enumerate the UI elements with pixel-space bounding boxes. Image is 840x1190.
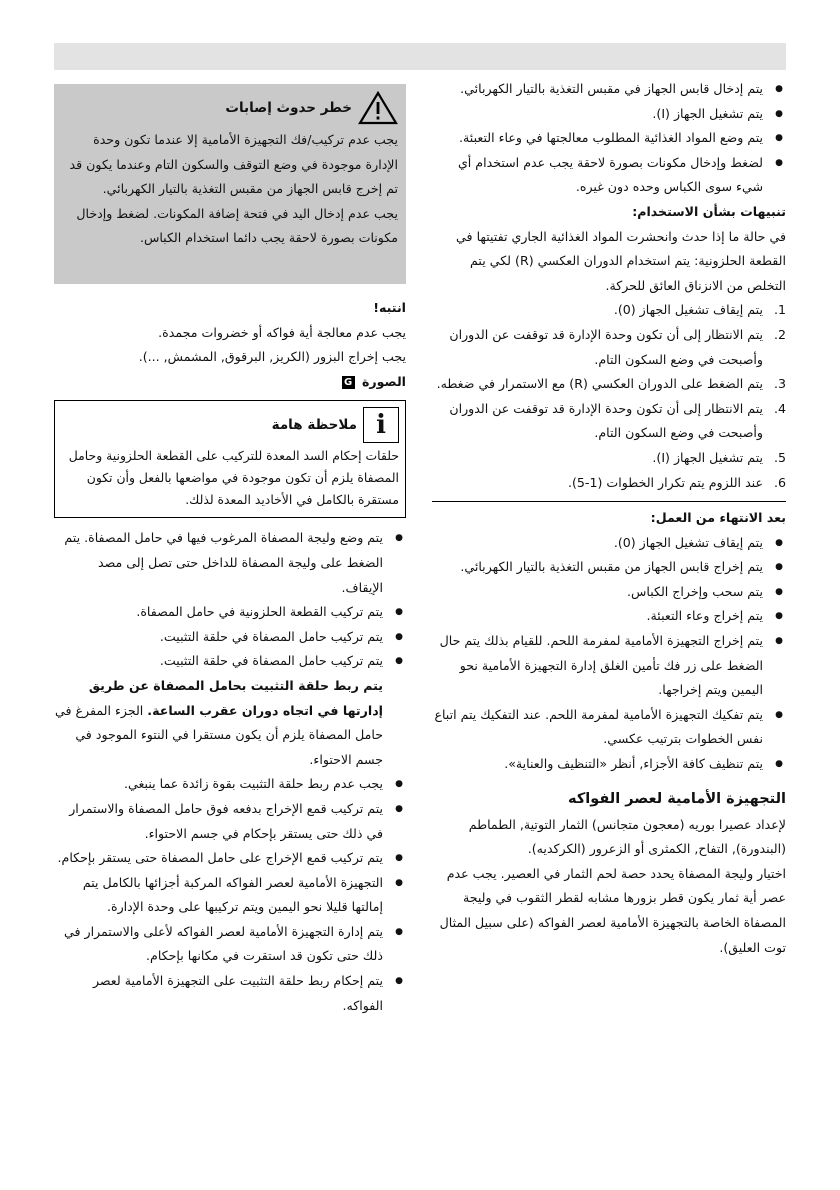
- attention-title: انتبه!: [373, 300, 406, 315]
- list-item: 3. يتم الضغط على الدوران العكسي (R) مع الاستمرار في ضغطه.: [436, 376, 786, 392]
- list-item: ● يتم تفكيك التجهيزة الأمامية لمفرمة اللحم. عند التفكيك يتم اتباع نفس الخطوات بترتيب عكسي.: [432, 703, 786, 752]
- divider: [432, 501, 786, 502]
- list-item: 4. يتم الانتظار إلى أن تكون وحدة الإدارة قد توقفت عن الدوران وأصبحت في وضع السكون التام.: [449, 400, 786, 441]
- list-item: ● يتم تركيب القطعة الحلزونية في حامل المصفاة.: [54, 600, 406, 625]
- juicer-text: اختيار وليجة المصفاة يحدد حصة لحم الثمار في العصير. يجب عدم عصر أية ثمار يكون قطر بزورها مشابه لقطر الثقوب في وليجة المصفاة الخاصة بالتجهيزة الأمامية لعصر الفواكه (على سبيل المثال توت العليق).: [439, 865, 786, 955]
- list-item: ● يتم تركيب حامل المصفاة في حلقة التثبيت.: [54, 625, 406, 650]
- list-item: ● لضغط وإدخال مكونات بصورة لاحقة يجب عدم استخدام أي شيء سوى الكباس وحده دون غيره.: [432, 151, 786, 200]
- list-item: ● يتم إدارة التجهيزة الأمامية لعصر الفواكه لأعلى والاستمرار في ذلك حتى تكون قد استقرت في مكانها بإحكام.: [54, 920, 406, 969]
- right-column: [432, 77, 786, 960]
- start-bullets: [432, 77, 786, 200]
- list-item: ● التجهيزة الأمامية لعصر الفواكه المركبة أجزائها بالكامل يتم إمالتها قليلا نحو اليمين ويتم تركيبها على وحدة الإدارة.: [54, 871, 406, 920]
- list-item: ● يتم إدخال قابس الجهاز في مقبس التغذية بالتيار الكهربائي.: [432, 77, 786, 102]
- list-item: ● يتم سحب وإخراج الكباس.: [432, 580, 786, 605]
- note-box: [54, 400, 406, 518]
- steps-list: [432, 298, 786, 495]
- usage-text: في حالة ما إذا حدث وانحشرت المواد الغذائية الجاري تفتيتها في القطعة الحلزونية: يتم استخدام الدوران العكسي (R) لكي يتم التخلص من الانزناق العائق للحركة.: [456, 228, 786, 293]
- figure-label: الصورة: [361, 373, 406, 389]
- locking-instruction-rest: الجزء المفرغ في حامل المصفاة يلزم أن يكون مستقرا في النتوء الموجود في جسم الاحتواء.: [54, 702, 383, 767]
- list-item: 6. عند اللزوم يتم تكرار الخطوات (1-5).: [567, 474, 786, 490]
- locking-instruction: [54, 674, 406, 772]
- warning-triangle-icon: [358, 90, 398, 126]
- warning-text-2: يجب عدم إدخال اليد في فتحة إضافة المكونات. لضغط وإدخال مكونات بصورة لاحقة يجب دائما استخدام الكباس.: [76, 205, 398, 246]
- list-item: 5. يتم تشغيل الجهاز (I).: [652, 449, 786, 465]
- after-title: بعد الانتهاء من العمل:: [650, 510, 786, 526]
- warning-text: يجب عدم تركيب/فك التجهيزة الأمامية إلا عندما تكون وحدة الإدارة موجودة في وضع التوقف والسكون التام وعندما يكون قد تم إخرج قابس الجهاز من مقبس التغذية بالتيار الكهربائي.: [69, 132, 398, 197]
- list-item: ● يتم إحكام ربط حلقة التثبيت على التجهيزة الأمامية لعصر الفواكه.: [54, 969, 406, 1018]
- note-title: ملاحظة هامة: [271, 417, 357, 434]
- list-item: ● يتم تركيب قمع الإخراج بدفعه فوق حامل المصفاة والاستمرار في ذلك حتى يستقر بإحكام في جسم الاحتواء.: [54, 797, 406, 846]
- figure-reference: [54, 370, 406, 395]
- after-bullets: [432, 531, 786, 777]
- list-item: ● يجب عدم ربط حلقة التثبيت بقوة زائدة عما ينبغي.: [54, 772, 406, 797]
- list-item: 2. يتم الانتظار إلى أن تكون وحدة الإدارة قد توقفت عن الدوران وأصبحت في وضع السكون التام.: [449, 326, 786, 367]
- list-item: ● يتم وضع وليجة المصفاة المرغوب فيها في حامل المصفاة. يتم الضغط على وليجة المصفاة للداخل حتى تصل إلى مصد الإيقاف.: [54, 526, 406, 600]
- note-text: حلقات إحكام السد المعدة للتركيب على القطعة الحلزونية وحامل المصفاة يلزم أن تكون موجودة في مواضعها بالفعل وأن تكون مستقرة بالكامل في الأخاديد المعدة لذلك.: [68, 448, 399, 508]
- list-item: ● يتم تركيب حامل المصفاة في حلقة التثبيت.: [54, 649, 406, 674]
- juicer-intro: لإعداد عصيرا بوريه (معجون متجانس) الثمار التوتية, الطماطم (البندورة), التفاح, الكمثرى أو الزعرور (الكركديه).: [468, 816, 786, 857]
- list-item: ● يتم تنظيف كافة الأجزاء, أنظر «التنظيف والعناية».: [432, 752, 786, 777]
- list-item: 1. يتم إيقاف تشغيل الجهاز (0).: [613, 302, 786, 318]
- list-item: ● يتم تشغيل الجهاز (I).: [432, 102, 786, 127]
- locking-instruction-strong: يتم ربط حلقة التثبيت بحامل المصفاة عن طريق إدارتها في اتجاه دوران عقرب الساعة.: [88, 677, 383, 718]
- attention-line: يجب عدم معالجة أية فواكه أو خضروات مجمدة.: [158, 324, 406, 340]
- list-item: ● يتم إيقاف تشغيل الجهاز (0).: [432, 531, 786, 556]
- assembly-bullets: [54, 526, 406, 674]
- juicer-title: التجهيزة الأمامية لعصر الفواكه: [568, 790, 786, 807]
- warning-box: [54, 84, 406, 284]
- usage-title: تنبيهات بشأن الاستخدام:: [632, 203, 786, 219]
- left-column: [54, 84, 406, 1018]
- info-icon: i: [363, 407, 399, 443]
- figure-letter-badge: G: [342, 376, 355, 389]
- warning-title: خطر حدوث إصابات: [225, 99, 352, 116]
- assembly-bullets-2: [54, 772, 406, 1018]
- list-item: ● يتم إخراج وعاء التعبئة.: [432, 604, 786, 629]
- list-item: ● يتم تركيب قمع الإخراج على حامل المصفاة حتى يستقر بإحكام.: [54, 846, 406, 871]
- list-item: ● يتم وضع المواد الغذائية المطلوب معالجتها في وعاء التعبئة.: [432, 126, 786, 151]
- attention-line: يجب إخراج البزور (الكريز, البرقوق, المشمش, ...).: [138, 349, 406, 365]
- list-item: ● يتم إخراج التجهيزة الأمامية لمفرمة اللحم. للقيام بذلك يتم حال الضغط على زر فك تأمين الغلق إدارة التجهيزة الأمامية نحو اليمين ويتم إخراجها.: [432, 629, 786, 703]
- list-item: ● يتم إخراج قابس الجهاز من مقبس التغذية بالتيار الكهربائي.: [432, 555, 786, 580]
- header-bar: [54, 43, 786, 70]
